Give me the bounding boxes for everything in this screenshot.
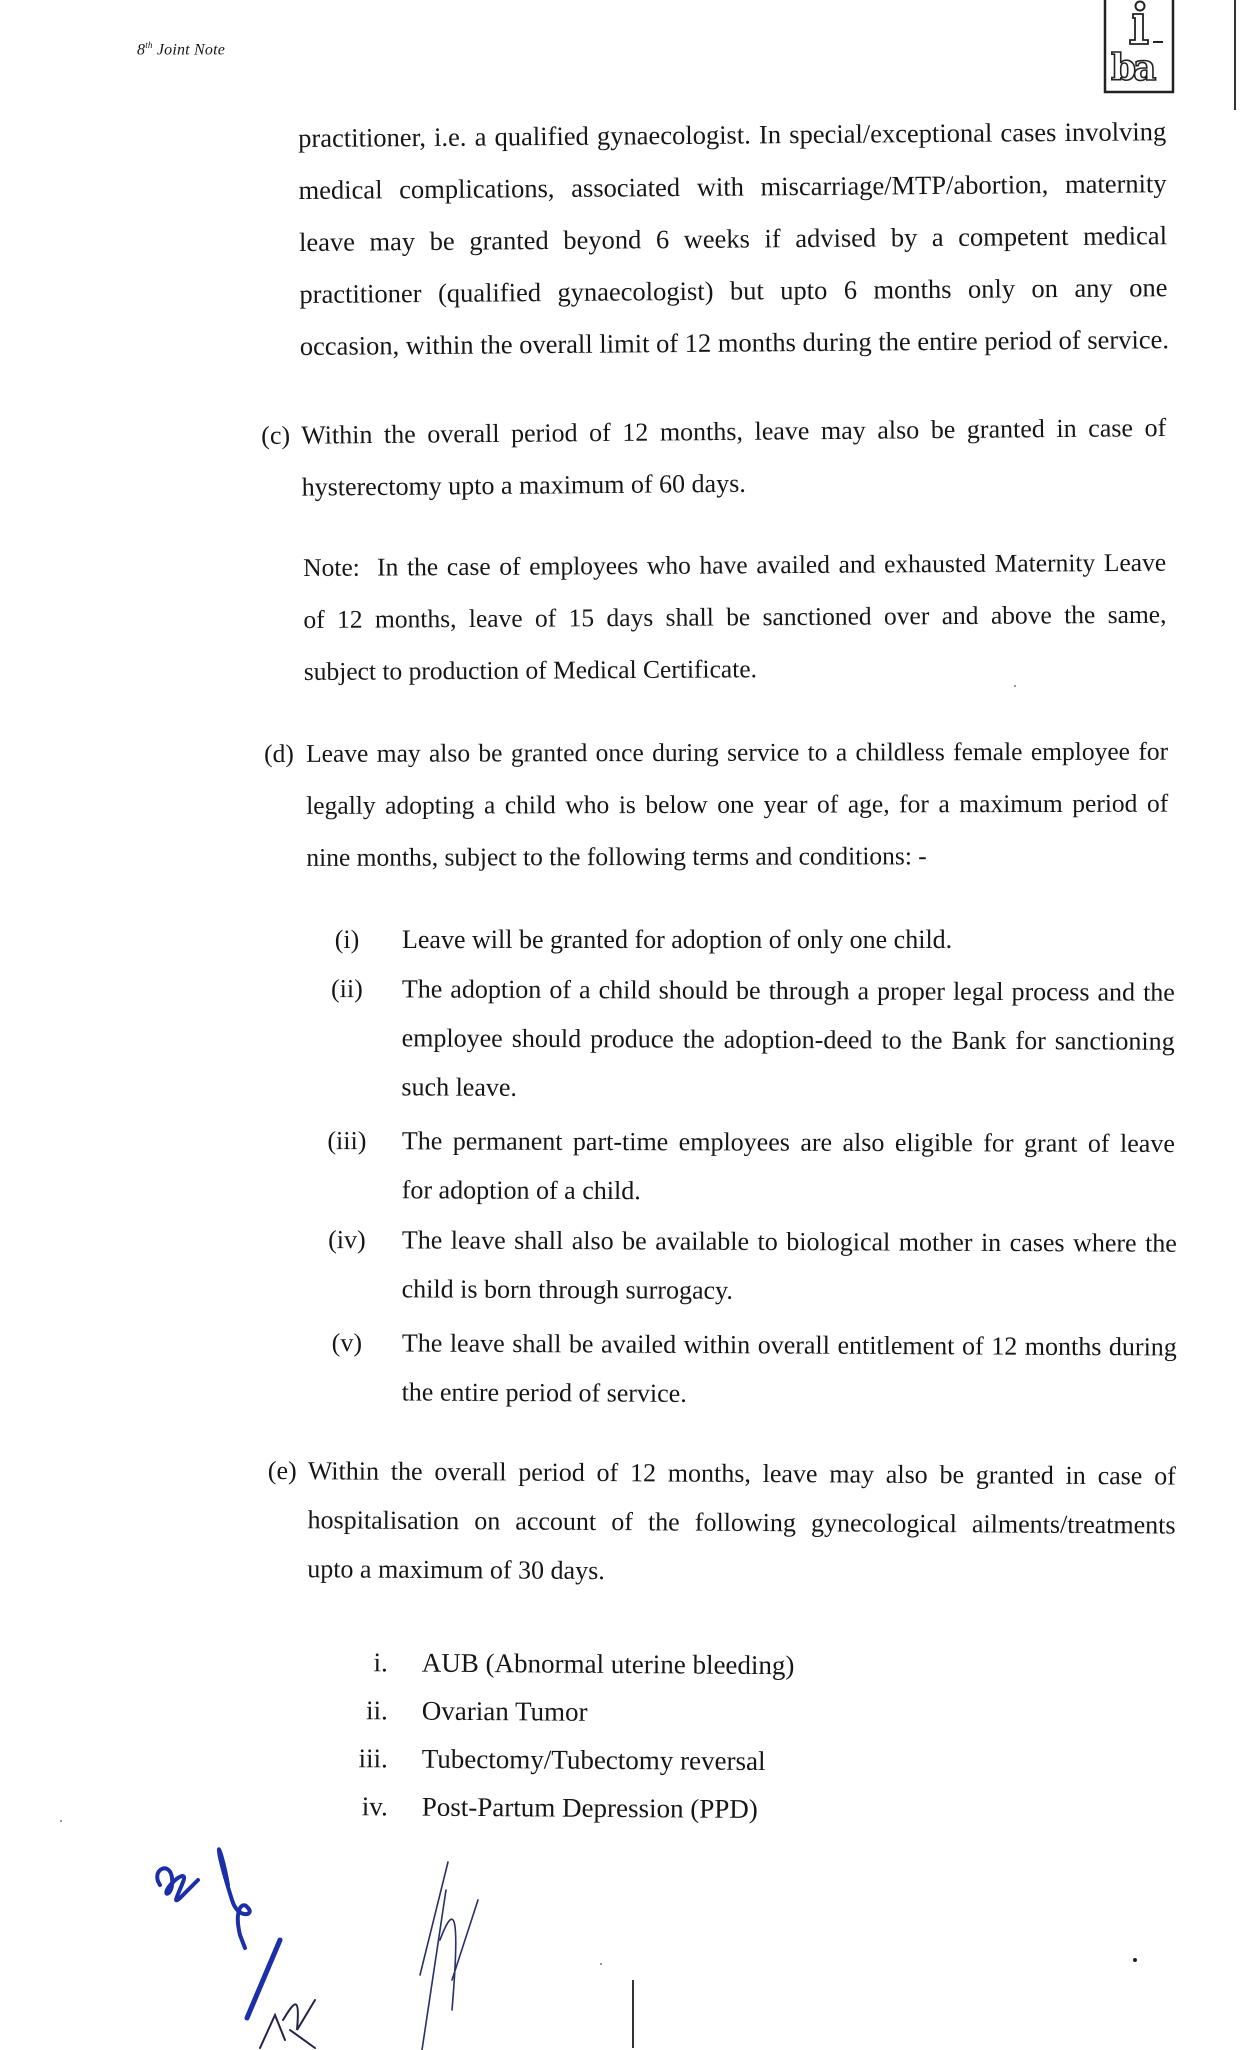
document-header-note bbox=[137, 40, 225, 59]
clause-c bbox=[261, 402, 1167, 514]
ailment-number: i. bbox=[373, 1647, 388, 1678]
clause-e bbox=[267, 1446, 1176, 1599]
text-line: practitioner (qualified gynaecologist) but upto 6 months only on any one bbox=[299, 272, 1168, 309]
text-line: legally adopting a child who is below one year of age, for a maximum period of bbox=[306, 788, 1169, 820]
signature-dark-scrawl bbox=[255, 1990, 335, 2048]
text-line: employee should produce the adoption-deed to the Bank for sanctioning bbox=[401, 1023, 1175, 1056]
text-line: for adoption of a child. bbox=[401, 1175, 641, 1206]
signature-thin-scrawl bbox=[400, 1860, 500, 2050]
ink-speck bbox=[1014, 685, 1016, 687]
text-line: medical complications, associated with miscarriage/MTP/abortion, maternity bbox=[298, 168, 1167, 205]
condition-number: (ii) bbox=[330, 974, 363, 1004]
note-suffix: th bbox=[145, 40, 153, 50]
clause-c-note bbox=[303, 537, 1167, 698]
ailment-text: Tubectomy/Tubectomy reversal bbox=[421, 1743, 766, 1777]
page-edge-line bbox=[1234, 0, 1236, 110]
svg-text:ba: ba bbox=[1111, 47, 1154, 89]
text-line: The permanent part-time employees are also eligible for grant of leave bbox=[401, 1126, 1175, 1159]
text-line: leave may be granted beyond 6 weeks if advised by a competent medical bbox=[298, 220, 1168, 257]
text-line: In the case of employees who have availed and exhausted Maternity Leave bbox=[377, 547, 1167, 582]
text-line: Leave will be granted for adoption of only one child. bbox=[402, 925, 953, 954]
text-line: hysterectomy upto a maximum of 60 days. bbox=[301, 468, 746, 502]
ailment-number: iv. bbox=[361, 1791, 388, 1822]
text-line: The leave shall also be available to biological mother in cases where the bbox=[401, 1225, 1177, 1258]
ailment-text: Post-Partum Depression (PPD) bbox=[421, 1791, 758, 1824]
condition-item bbox=[315, 1215, 1177, 1317]
condition-item bbox=[315, 1116, 1175, 1217]
clause-d-label: (d) bbox=[264, 738, 294, 768]
text-line: child is born through surrogacy. bbox=[401, 1274, 733, 1305]
text-line: Within the overall period of 12 months, leave may also be granted in case of bbox=[301, 413, 1167, 450]
ailment-number: iii. bbox=[358, 1743, 388, 1774]
text-line: The adoption of a child should be through a proper legal process and the bbox=[401, 974, 1175, 1007]
clause-e-label: (e) bbox=[267, 1455, 297, 1486]
condition-number: (iv) bbox=[328, 1225, 366, 1255]
iba-logo-icon bbox=[1103, 0, 1175, 94]
ailment-item bbox=[330, 1638, 795, 1689]
ailment-item bbox=[330, 1782, 758, 1833]
text-line: of 12 months, leave of 15 days shall be sanctioned over and above the same, bbox=[303, 599, 1167, 634]
ink-speck bbox=[1133, 1958, 1137, 1962]
condition-item bbox=[322, 915, 1172, 964]
text-line: such leave. bbox=[401, 1072, 518, 1102]
condition-item bbox=[314, 964, 1175, 1115]
ailment-item bbox=[330, 1686, 588, 1736]
ink-speck bbox=[600, 1963, 602, 1965]
ailment-text: Ovarian Tumor bbox=[421, 1695, 588, 1727]
ink-speck bbox=[60, 1820, 62, 1822]
note-label: Note: bbox=[303, 552, 360, 582]
condition-item bbox=[314, 1318, 1177, 1421]
clause-d bbox=[264, 726, 1168, 884]
clause-c-label: (c) bbox=[261, 420, 291, 450]
condition-number: (iii) bbox=[327, 1126, 367, 1156]
text-line: the entire period of service. bbox=[401, 1377, 687, 1408]
text-line: occasion, within the overall limit of 12 months during the entire period of service. bbox=[299, 324, 1170, 361]
text-line: nine months, subject to the following terms and conditions: - bbox=[306, 841, 927, 872]
text-line: The leave shall be availed within overall entitlement of 12 months during bbox=[401, 1328, 1177, 1362]
note-number: 8 bbox=[137, 41, 146, 59]
vertical-pen-line bbox=[632, 1980, 634, 2048]
ailment-number: ii. bbox=[365, 1695, 388, 1726]
note-title: Joint Note bbox=[156, 41, 226, 59]
continuation-paragraph bbox=[298, 105, 1168, 372]
text-line: practitioner, i.e. a qualified gynaecologist. In special/exceptional cases involving bbox=[298, 116, 1167, 153]
text-line: Within the overall period of 12 months, leave may also be granted in case of bbox=[307, 1456, 1176, 1491]
condition-number: (i) bbox=[334, 925, 360, 954]
text-line: upto a maximum of 30 days. bbox=[307, 1554, 605, 1586]
text-line: hospitalisation on account of the following gynecological ailments/treatments bbox=[307, 1505, 1176, 1540]
text-line: subject to production of Medical Certificate. bbox=[303, 654, 758, 686]
condition-number: (v) bbox=[331, 1328, 363, 1358]
ailment-item bbox=[330, 1734, 766, 1785]
ailment-text: AUB (Abnormal uterine bleeding) bbox=[421, 1647, 795, 1681]
text-line: Leave may also be granted once during service to a childless female employee for bbox=[306, 736, 1169, 768]
